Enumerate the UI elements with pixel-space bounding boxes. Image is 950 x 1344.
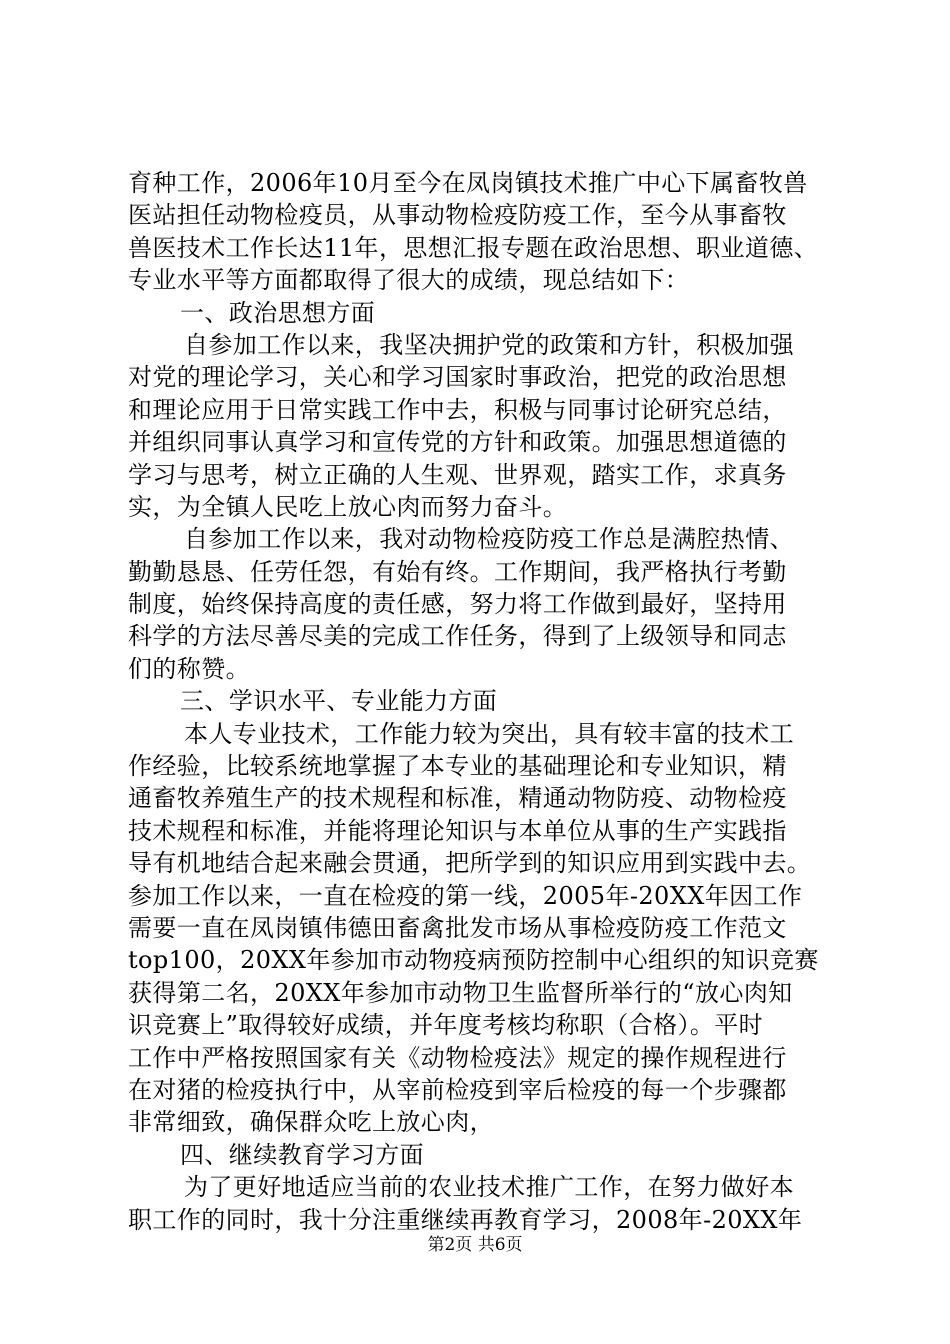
- document-body: [128, 167, 848, 1236]
- text-line: 非常细致，确保群众吃上放心肉，: [128, 1108, 494, 1137]
- text-line: 们的称赞。: [128, 654, 250, 683]
- text-line: 实，为全镇人民吃上放心肉而努力奋斗。: [128, 492, 568, 521]
- text-line: 自参加工作以来，我坚决拥护党的政策和方针，积极加强: [184, 330, 794, 359]
- page-footer: 第2页 共6页: [427, 1235, 523, 1255]
- text-line: 职工作的同时，我十分注重继续再教育学习，2008年-20XX年: [128, 1205, 803, 1234]
- text-line: 参加工作以来，一直在检疫的第一线，2005年-20XX年因工作: [128, 881, 803, 910]
- section-heading: 四、继续教育学习方面: [180, 1140, 424, 1169]
- text-line: 医站担任动物检疫员，从事动物检疫防疫工作，至今从事畜牧: [128, 201, 787, 230]
- section-heading: 三、学识水平、专业能力方面: [180, 687, 498, 716]
- section-heading: 一、政治思想方面: [180, 298, 376, 327]
- text-line: 本人专业技术，工作能力较为突出，具有较丰富的技术工: [184, 719, 794, 748]
- text-line: 自参加工作以来，我对动物检疫防疫工作总是满腔热情、: [184, 525, 794, 554]
- text-line: 在对猪的检疫执行中，从宰前检疫到宰后检疫的每一个步骤都: [128, 1075, 787, 1104]
- text-line: 对党的理论学习，关心和学习国家时事政治，把党的政治思想: [128, 363, 787, 392]
- text-line: 科学的方法尽善尽美的完成工作任务，得到了上级领导和同志: [128, 622, 787, 651]
- text-line: 和理论应用于日常实践工作中去，积极与同事讨论研究总结，: [128, 395, 787, 424]
- text-line: 作经验，比较系统地掌握了本专业的基础理论和专业知识，精: [128, 752, 787, 781]
- text-line: 技术规程和标准，并能将理论知识与本单位从事的生产实践指: [128, 816, 787, 845]
- text-line: 通畜牧养殖生产的技术规程和标准，精通动物防疫、动物检疫: [128, 784, 787, 813]
- text-line: 识竞赛上”取得较好成绩，并年度考核均称职（合格）。平时: [128, 1011, 764, 1040]
- text-line: 学习与思考，树立正确的人生观、世界观，踏实工作，求真务: [128, 460, 787, 489]
- text-line: 育种工作，2006年10月至今在凤岗镇技术推广中心下属畜牧兽: [128, 169, 808, 197]
- text-line: top100，20XX年参加市动物疫病预防控制中心组织的知识竞赛: [128, 946, 819, 975]
- text-line: 并组织同事认真学习和宣传党的方针和政策。加强思想道德的: [128, 428, 787, 457]
- text-line: 需要一直在凤岗镇伟德田畜禽批发市场从事检疫防疫工作范文: [128, 913, 787, 942]
- text-line: 专业水平等方面都取得了很大的成绩，现总结如下：: [128, 266, 690, 295]
- text-line: 制度，始终保持高度的责任感，努力将工作做到最好，坚持用: [128, 590, 787, 619]
- text-line: 导有机地结合起来融会贯通，把所学到的知识应用到实践中去。: [128, 849, 812, 878]
- text-line: 获得第二名，20XX年参加市动物卫生监督所举行的“放心肉知: [128, 978, 793, 1007]
- text-line: 为了更好地适应当前的农业技术推广工作，在努力做好本: [184, 1173, 794, 1202]
- text-line: 兽医技术工作长达11年，思想汇报专题在政治思想、职业道德、: [128, 233, 819, 262]
- text-line: 工作中严格按照国家有关《动物检疫法》规定的操作规程进行: [128, 1043, 787, 1072]
- text-line: 勤勤恳恳、任劳任怨，有始有终。工作期间，我严格执行考勤: [128, 557, 787, 586]
